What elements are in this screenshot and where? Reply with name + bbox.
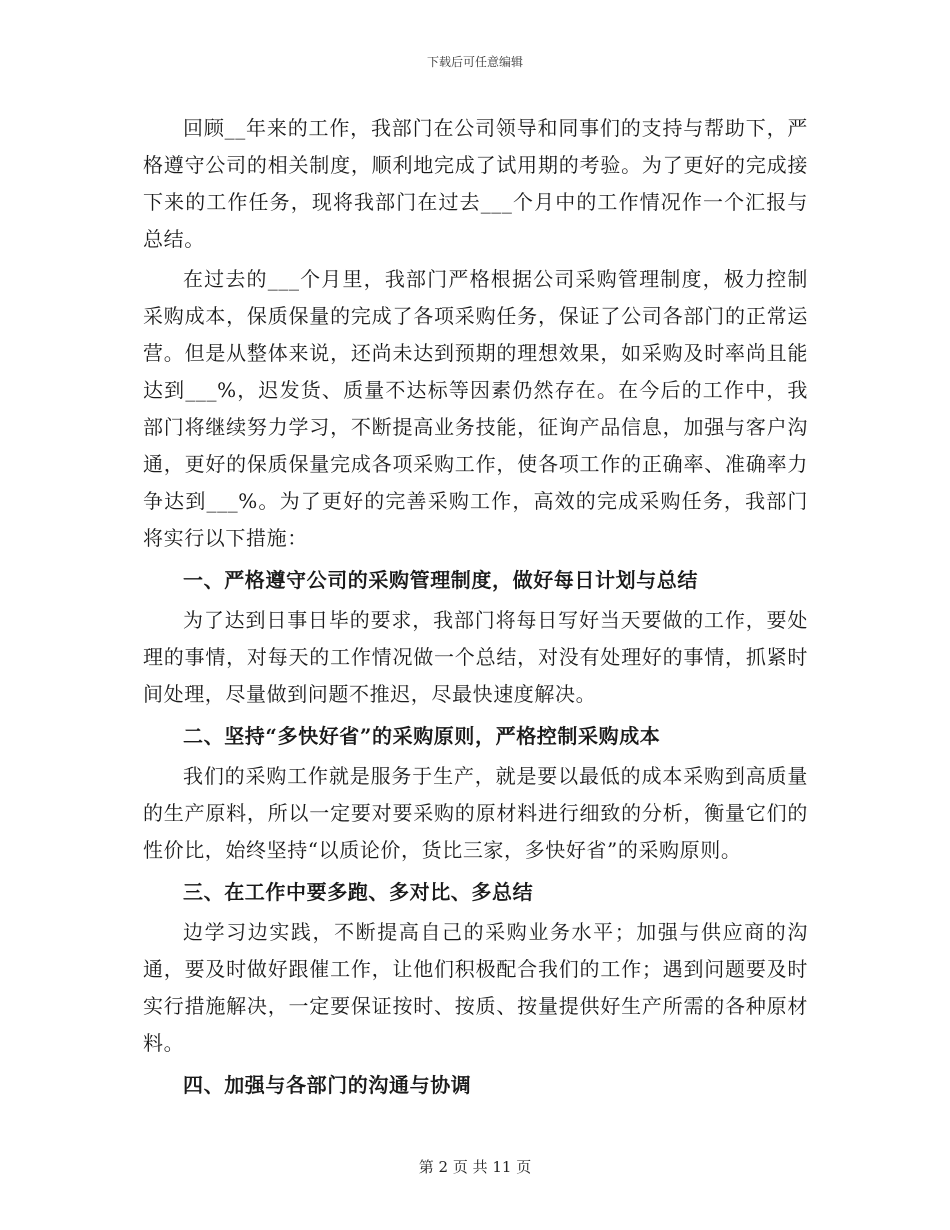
- document-body: [143, 110, 808, 1107]
- paragraph-intro: 回顾__年来的工作，我部门在公司领导和同事们的支持与帮助下，严格遵守公司的相关制度，顺利地完成了试用期的考验。为了更好的完成接下来的工作任务，现将我部门在过去___个月中的工作情况作一个汇报与总结。: [143, 116, 808, 251]
- section-heading-2: 二、坚持“多快好省”的采购原则，严格控制采购成本: [183, 724, 661, 748]
- page-header: 下载后可任意编辑: [426, 55, 523, 69]
- section-heading-4: 四、加强与各部门的沟通与协调: [183, 1073, 472, 1097]
- section-heading-3: 三、在工作中要多跑、多对比、多总结: [183, 880, 534, 904]
- paragraph-summary: 在过去的___个月里，我部门严格根据公司采购管理制度，极力控制采购成本，保质保量的完成了各项采购任务，保证了公司各部门的正常运营。但是从整体来说，还尚未达到预期的理想效果，如采购及时率尚且能达到___%，迟发货、质量不达标等因素仍然存在。在今后的工作中，我部门将继续努力学习，不断提高业务技能，征询产品信息，加强与客户沟通，更好的保质保量完成各项采购工作，使各项工作的正确率、准确率力争达到___%。为了更好的完善采购工作，高效的完成采购任务，我部门将实行以下措施：: [143, 267, 808, 550]
- paragraph-section-3: 边学习边实践，不断提高自己的采购业务水平；加强与供应商的沟通，要及时做好跟催工作，让他们积极配合我们的工作；遇到问题要及时实行措施解决，一定要保证按时、按质、按量提供好生产所需的各种原材料。: [143, 920, 808, 1055]
- page-footer: 第 2 页 共 11 页: [418, 1158, 532, 1176]
- paragraph-section-2: 我们的采购工作就是服务于生产，就是要以最低的成本采购到高质量的生产原料，所以一定要对要采购的原材料进行细致的分析，衡量它们的性价比，始终坚持“以质论价，货比三家，多快好省”的采购原则。: [143, 764, 808, 862]
- section-heading-1: 一、严格遵守公司的采购管理制度，做好每日计划与总结: [183, 568, 698, 592]
- paragraph-section-1: 为了达到日事日毕的要求，我部门将每日写好当天要做的工作，要处理的事情，对每天的工作情况做一个总结，对没有处理好的事情，抓紧时间处理，尽量做到问题不推迟，尽最快速度解决。: [143, 608, 808, 706]
